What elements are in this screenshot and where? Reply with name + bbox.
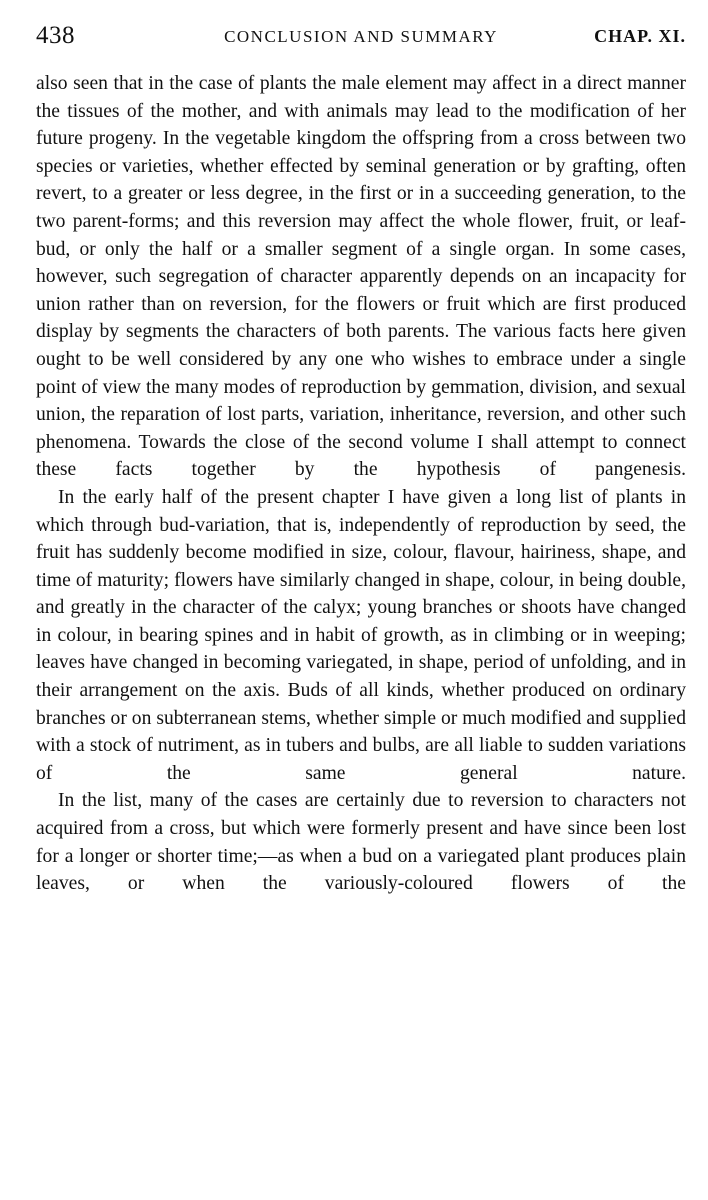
paragraph-continued: also seen that in the case of plants the male element may affect in a direct manner the tissues of the mother, and with animals may lead to the modification of her future progeny. In the vegetable kingdom the offspring from a cross between two species or varieties, whether effected by seminal generation or by grafting, often revert, to a greater or less degree, in the first or in a succeeding generation, to the two parent-forms; and this reversion may affect the whole flower, fruit, or leaf-bud, or only the half or a smaller segment of a single organ. In some cases, however, such segregation of character apparently depends on an incapacity for union rather than on reversion, for the flowers or fruit which are first produced display by segments the characters of both parents. The various facts here given ought to be well considered by any one who wishes to embrace under a single point of view the many modes of reproduction by gemmation, division, and sexual union, the reparation of lost parts, variation, inheritance, reversion, and other such phenomena. Towards the close of the second volume I shall attempt to connect these facts together by the hypothesis of pangenesis.	[36, 73, 686, 481]
paragraph-bud-variation-list: In the early half of the present chapter I have given a long list of plants in which through bud-variation, that is, independently of reproduction by seed, the fruit has suddenly become modified in size, colour, flavour, hairiness, shape, and time of maturity; flowers have similarly changed in shape, colour, in being double, and greatly in the character of the calyx; young branches or shoots have changed in colour, in bearing spines and in habit of growth, as in climbing or in weeping; leaves have changed in becoming variegated, in shape, period of unfolding, and in their arrangement on the axis. Buds of all kinds, whether produced on ordinary branches or on subterranean stems, whether simple or much modified and supplied with a stock of nutriment, as in tubers and bulbs, are all liable to sudden variations of the same general nature.	[36, 486, 686, 784]
page-number: 438	[36, 22, 75, 49]
paragraph-reversion-cases: In the list, many of the cases are certainly due to reversion to characters not acquired from a cross, but which were formerly present and have since been lost for a longer or shorter time;—as when a bud on a variegated plant produces plain leaves, or when the variously-coloured flowers of the	[36, 790, 686, 895]
chapter-reference: CHAP. XI.	[594, 26, 686, 46]
chapter-title: CONCLUSION AND SUMMARY	[224, 27, 498, 46]
running-head	[36, 22, 686, 56]
body-text	[36, 70, 686, 898]
book-page	[36, 22, 686, 898]
